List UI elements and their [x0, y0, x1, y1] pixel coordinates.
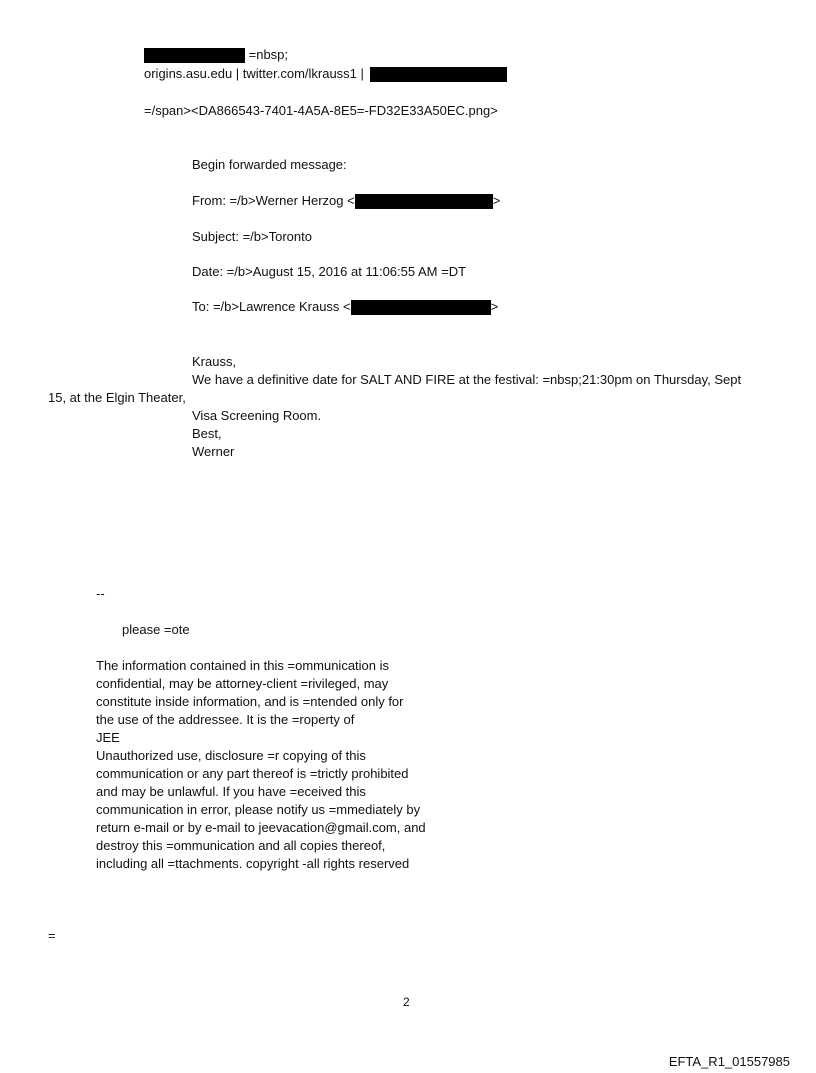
- trailing-equals: =: [48, 928, 56, 943]
- redaction-box: [355, 194, 493, 209]
- signature-line-2: [144, 66, 507, 82]
- forwarded-intro: Begin forwarded message:: [192, 157, 347, 172]
- disclaimer-line: communication in error, please notify us =mmediately by: [96, 802, 421, 817]
- disclaimer-line: constitute inside information, and is =ntended only for: [96, 694, 404, 709]
- disclaimer-line: and may be unlawful. If you have =eceived this: [96, 784, 366, 799]
- disclaimer-line: JEE: [96, 730, 120, 745]
- body-line-3: Visa Screening Room.: [192, 408, 322, 423]
- redaction-box: [144, 48, 245, 63]
- redaction-box: [351, 300, 491, 315]
- disclaimer-line: The information contained in this =ommunication is: [96, 658, 390, 673]
- body-line-1: We have a definitive date for SALT AND FIRE at the festival: =nbsp;21:30pm on Thursday, Sept: [192, 372, 742, 387]
- from-close: >: [492, 193, 501, 208]
- body-signature-name: Werner: [192, 444, 235, 459]
- page-number: 2: [403, 995, 410, 1009]
- disclaimer-line: Unauthorized use, disclosure =r copying of this: [96, 748, 366, 763]
- disclaimer-line: the use of the addressee. It is the =roperty of: [96, 712, 355, 727]
- document-id: EFTA_R1_01557985: [668, 1054, 790, 1069]
- forwarded-from: [192, 193, 500, 209]
- signature-line-1: [144, 47, 288, 63]
- signature-image-ref: =/span><DA866543-7401-4A5A-8E5=-FD32E33A50EC.png>: [144, 103, 498, 118]
- forwarded-date: Date: =/b>August 15, 2016 at 11:06:55 AM =DT: [192, 264, 467, 279]
- body-closing: Best,: [192, 426, 222, 441]
- forwarded-to: [192, 299, 498, 315]
- please-note: please =ote: [122, 622, 190, 637]
- disclaimer: [96, 657, 426, 873]
- signature-nbsp: =nbsp;: [248, 47, 289, 62]
- disclaimer-line: confidential, may be attorney-client =rivileged, may: [96, 676, 389, 691]
- disclaimer-line: return e-mail or by e-mail to jeevacation@gmail.com, and: [96, 820, 426, 835]
- from-label: From: =/b>Werner Herzog <: [192, 193, 355, 208]
- signature-links: origins.asu.edu | twitter.com/lkrauss1 |: [144, 66, 364, 81]
- forwarded-subject: Subject: =/b>Toronto: [192, 229, 312, 244]
- signature-separator: --: [96, 586, 105, 601]
- redaction-box: [370, 67, 507, 82]
- to-label: To: =/b>Lawrence Krauss <: [192, 299, 351, 314]
- body-line-2: 15, at the Elgin Theater,: [48, 390, 186, 405]
- disclaimer-line: including all =ttachments. copyright -all rights reserved: [96, 856, 410, 871]
- disclaimer-line: communication or any part thereof is =trictly prohibited: [96, 766, 409, 781]
- body-greeting: Krauss,: [192, 354, 237, 369]
- to-close: >: [490, 299, 499, 314]
- disclaimer-line: destroy this =ommunication and all copies thereof,: [96, 838, 386, 853]
